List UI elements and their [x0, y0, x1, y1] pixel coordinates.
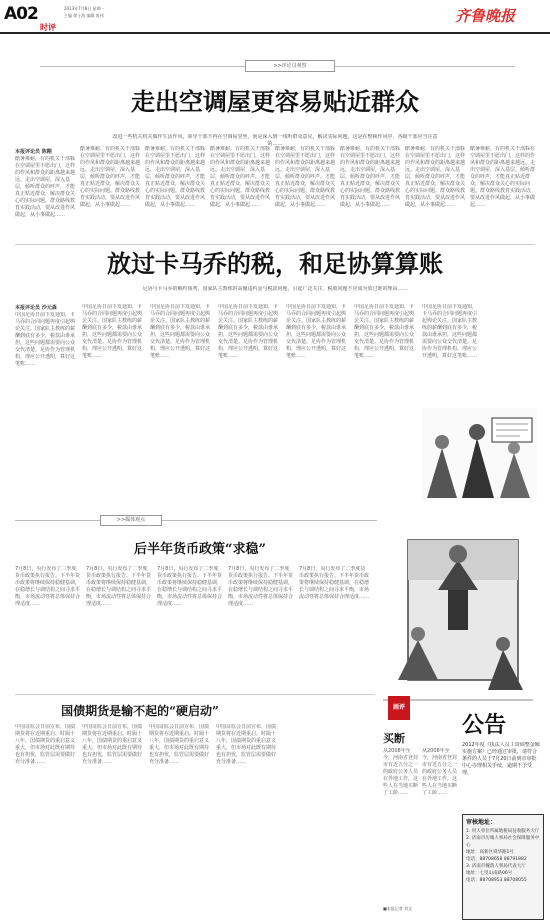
article1-col-4: 酷暑难耐，有的机关干部躲在空调屋里不愿出门，这样的作风和群众的距离越来越远。走出空调屋，深入基层，倾听群众的呼声，才能真正贴近群众，解决群众关心的实际问题。群众路线教育实践活动，要从改进作风做起，从小事做起……	[210, 146, 270, 208]
article3-col-1: 7月8日，央行发布了二季度货币政策执行报告。下半年货币政策将继续保持稳健基调，在稳增长与调结构之间寻求平衡，市场流动性将总体保持合理适度……	[15, 566, 80, 607]
cartoon-caption: 买断	[383, 732, 405, 745]
cartoon-image	[378, 520, 538, 710]
column-tag-label: >>评论员观察	[273, 63, 307, 69]
article2-col-2: 中国足协日前下发通知，卡马乔的合同问题再度引起舆论关注。国家队主教练的薪酬到底有多少，税款由谁承担，这些问题都需要向公众交代清楚。足协作为管理机构，理应公开透明，算好这笔账……	[82, 304, 143, 359]
notice-item-5: 3. 济南市槐荫人事局代表大厅	[466, 864, 526, 869]
page-header	[0, 0, 550, 30]
cartoon-credit: ■本报记者 刘文	[383, 906, 413, 911]
article3-col-2: 7月8日，央行发布了二季度货币政策执行报告。下半年货币政策将继续保持稳健基调，在稳增长与调结构之间寻求平衡，市场流动性将总体保持合理适度……	[86, 566, 151, 607]
article1-col-8: 酷暑难耐，有的机关干部躲在空调屋里不愿出门，这样的作风和群众的距离越来越远。走出空调屋，深入基层，倾听群众的呼声，才能真正贴近群众，解决群众关心的实际问题。群众路线教育实践活动，要从改进作风做起，从小事做起……	[470, 146, 535, 208]
article2-illustration	[422, 408, 537, 500]
article1-col-2: 酷暑难耐，有的机关干部躲在空调屋里不愿出门，这样的作风和群众的距离越来越远。走出空调屋，深入基层，倾听群众的呼声，才能真正贴近群众，解决群众关心的实际问题。群众路线教育实践活动，要从改进作风做起，从小事做起……	[80, 146, 140, 208]
notice-item-4: 电话：88708658 88791882	[466, 857, 527, 862]
article1-col-6: 酷暑难耐，有的机关干部躲在空调屋里不愿出门，这样的作风和群众的距离越来越远。走出空调屋，深入基层，倾听群众的呼声，才能真正贴近群众，解决群众关心的实际问题。群众路线教育实践活动，要从改进作风做起，从小事做起……	[340, 146, 400, 208]
article2-col-6: 中国足协日前下发通知，卡马乔的合同问题再度引起舆论关注。国家队主教练的薪酬到底有多少，税款由谁承担，这些问题都需要向公众交代清楚。足协作为管理机构，理应公开透明，算好这笔账……	[354, 304, 415, 359]
cartoon-body-1: 从2008年至今，河南省登封市有近五分之一的政府公务人员在外地工作，这些人在当地买断了工龄……	[383, 748, 419, 796]
media-tag	[100, 515, 162, 526]
notice-title: 公告	[462, 712, 507, 738]
divider-2	[15, 694, 375, 695]
article4-col-2: 中国证监会日前宣布，国债期货将在近期重启。时隔十八年，国债期货的重启意义重大，但市场对此既有期待也有担忧，监管层需要做好充分准备……	[82, 724, 143, 765]
brand-logo: 齐鲁晚报	[455, 7, 516, 25]
article3-col-3: 7月8日，央行发布了二季度货币政策执行报告。下半年货币政策将继续保持稳健基调，在稳增长与调结构之间寻求平衡，市场流动性将总体保持合理适度……	[157, 566, 222, 607]
divider-1	[15, 244, 535, 245]
article1-col-5: 酷暑难耐，有的机关干部躲在空调屋里不愿出门，这样的作风和群众的距离越来越远。走出空调屋，深入基层，倾听群众的呼声，才能真正贴近群众，解决群众关心的实际问题。群众路线教育实践活动，要从改进作风做起，从小事做起……	[275, 146, 335, 208]
article4-col-4: 中国证监会日前宣布，国债期货将在近期重启。时隔十八年，国债期货的重启意义重大，但市场对此既有期待也有担忧，监管层需要做好充分准备……	[216, 724, 277, 765]
article1-col-3: 酷暑难耐，有的机关干部躲在空调屋里不愿出门，这样的作风和群众的距离越来越远。走出空调屋，深入基层，倾听群众的呼声，才能真正贴近群众，解决群众关心的实际问题。群众路线教育实践活动，要从改进作风做起，从小事做起……	[145, 146, 205, 208]
article2-col-4: 中国足协日前下发通知，卡马乔的合同问题再度引起舆论关注。国家队主教练的薪酬到底有多少，税款由谁承担，这些问题都需要向公众交代清楚。足协作为管理机构，理应公开透明，算好这笔账……	[218, 304, 279, 359]
article2-lead: 足协与卡马乔的解约谈判，国家队主教练的高额违约金与税款问题，引起广泛关注。税收问题不应成为放过谁的理由……	[142, 286, 408, 292]
article2-byline: 本报评论员 沙元森	[15, 305, 57, 311]
media-line-right	[162, 520, 377, 521]
notice-item-1: 1. 用人单位所属地税局征收服务大厅	[466, 829, 540, 834]
article3-col-4: 7月8日，央行发布了二季度货币政策执行报告。下半年货币政策将继续保持稳健基调，在稳增长与调结构之间寻求平衡，市场流动性将总体保持合理适度……	[228, 566, 293, 607]
notice-item-6: 地址：七里山南路06号	[466, 871, 513, 876]
editor-line: 主编 徐士海 编辑 陈伟	[64, 13, 104, 18]
article4-col-1: 中国证监会日前宣布，国债期货将在近期重启。时隔十八年，国债期货的重启意义重大，但市场对此既有期待也有担忧，监管层需要做好充分准备……	[15, 724, 76, 765]
header-rule	[0, 32, 550, 34]
article1-col-1: 酷暑难耐，有的机关干部躲在空调屋里不愿出门，这样的作风和群众的距离越来越远。走出空调屋，深入基层，倾听群众的呼声，才能真正贴近群众，解决群众关心的实际问题。群众路线教育实践活动，要从改进作风做起，从小事做起……	[15, 156, 75, 218]
date-line: 2013年7月8日 星期一	[64, 6, 105, 11]
article1-byline: 本报评论员 陈剛	[15, 149, 52, 155]
article4-col-3: 中国证监会日前宣布，国债期货将在近期重启。时隔十八年，国债期货的重启意义重大，但市场对此既有期待也有担忧，监管层需要做好充分准备……	[149, 724, 210, 765]
article1-lead: 改进一些机关机关做作生活作风，领导干部不再在空调屋里坐，而是深入到一线听群众意见，解决实际问题。这是在整顿作风中，各级干部应当注意的……	[112, 134, 438, 147]
media-line-left	[15, 520, 100, 521]
notice-item-3: 地址：高新区舜华路1号	[466, 850, 514, 855]
article2-col-5: 中国足协日前下发通知，卡马乔的合同问题再度引起舆论关注。国家队主教练的薪酬到底有多少，税款由谁承担，这些问题都需要向公众交代清楚。足协作为管理机构，理应公开透明，算好这笔账……	[286, 304, 347, 359]
tag-line-left	[40, 66, 245, 67]
article4-title: 国债期货是输不起的“硬启动”	[61, 704, 219, 718]
notice-box	[462, 814, 544, 920]
media-tag-label: >>媒体观点	[116, 517, 146, 523]
notice-body: 2012年度《执法人员工资调整金额实施方案》已经通过审批，请符合条件的人员于7月20日前到市审批中心办理相关手续，逾期不予受理。	[462, 742, 540, 776]
tag-line-right	[335, 66, 515, 67]
article1-col-7: 酷暑难耐，有的机关干部躲在空调屋里不愿出门，这样的作风和群众的距离越来越远。走出空调屋，深入基层，倾听群众的呼声，才能真正贴近群众，解决群众关心的实际问题。群众路线教育实践活动，要从改进作风做起，从小事做起……	[405, 146, 465, 208]
article3-title: 后半年货币政策“求稳”	[134, 542, 266, 557]
article2-col-3: 中国足协日前下发通知，卡马乔的合同问题再度引起舆论关注。国家队主教练的薪酬到底有多少，税款由谁承担，这些问题都需要向公众交代清楚。足协作为管理机构，理应公开透明，算好这笔账……	[150, 304, 211, 359]
cartoon-body-2: 从2008年至今，河南省登封市有近五分之一的政府公务人员在外地工作，这些人在当地买断了工龄……	[422, 748, 458, 796]
notice-item-2: 2. 济南市历城人事局社会保障服务中心	[466, 836, 540, 848]
notice-item-7: 电话：88708953 88708055	[466, 878, 527, 883]
cartoon-stamp	[388, 696, 410, 720]
column-tag	[245, 60, 335, 72]
article1-title: 走出空调屋更容易贴近群众	[131, 87, 419, 116]
article3-col-5: 7月8日，央行发布了二季度货币政策执行报告。下半年货币政策将继续保持稳健基调，在稳增长与调结构之间寻求平衡，市场流动性将总体保持合理适度……	[299, 566, 369, 600]
page-code: A02	[4, 4, 38, 24]
article2-col-7: 中国足协日前下发通知，卡马乔的合同问题再度引起舆论关注。国家队主教练的薪酬到底有多少，税款由谁承担，这些问题都需要向公众交代清楚。足协作为管理机构，理应公开透明，算好这笔账……	[422, 304, 477, 359]
section-title: 时评	[40, 23, 56, 32]
notice-box-title: 审核地址：	[466, 819, 497, 826]
article2-col-1: 中国足协日前下发通知，卡马乔的合同问题再度引起舆论关注。国家队主教练的薪酬到底有多少，税款由谁承担，这些问题都需要向公众交代清楚。足协作为管理机构，理应公开透明，算好这笔账……	[15, 312, 75, 367]
article2-title: 放过卡马乔的税，和足协算算账	[107, 249, 443, 278]
cartoon-stamp-text: 画评	[392, 704, 405, 711]
